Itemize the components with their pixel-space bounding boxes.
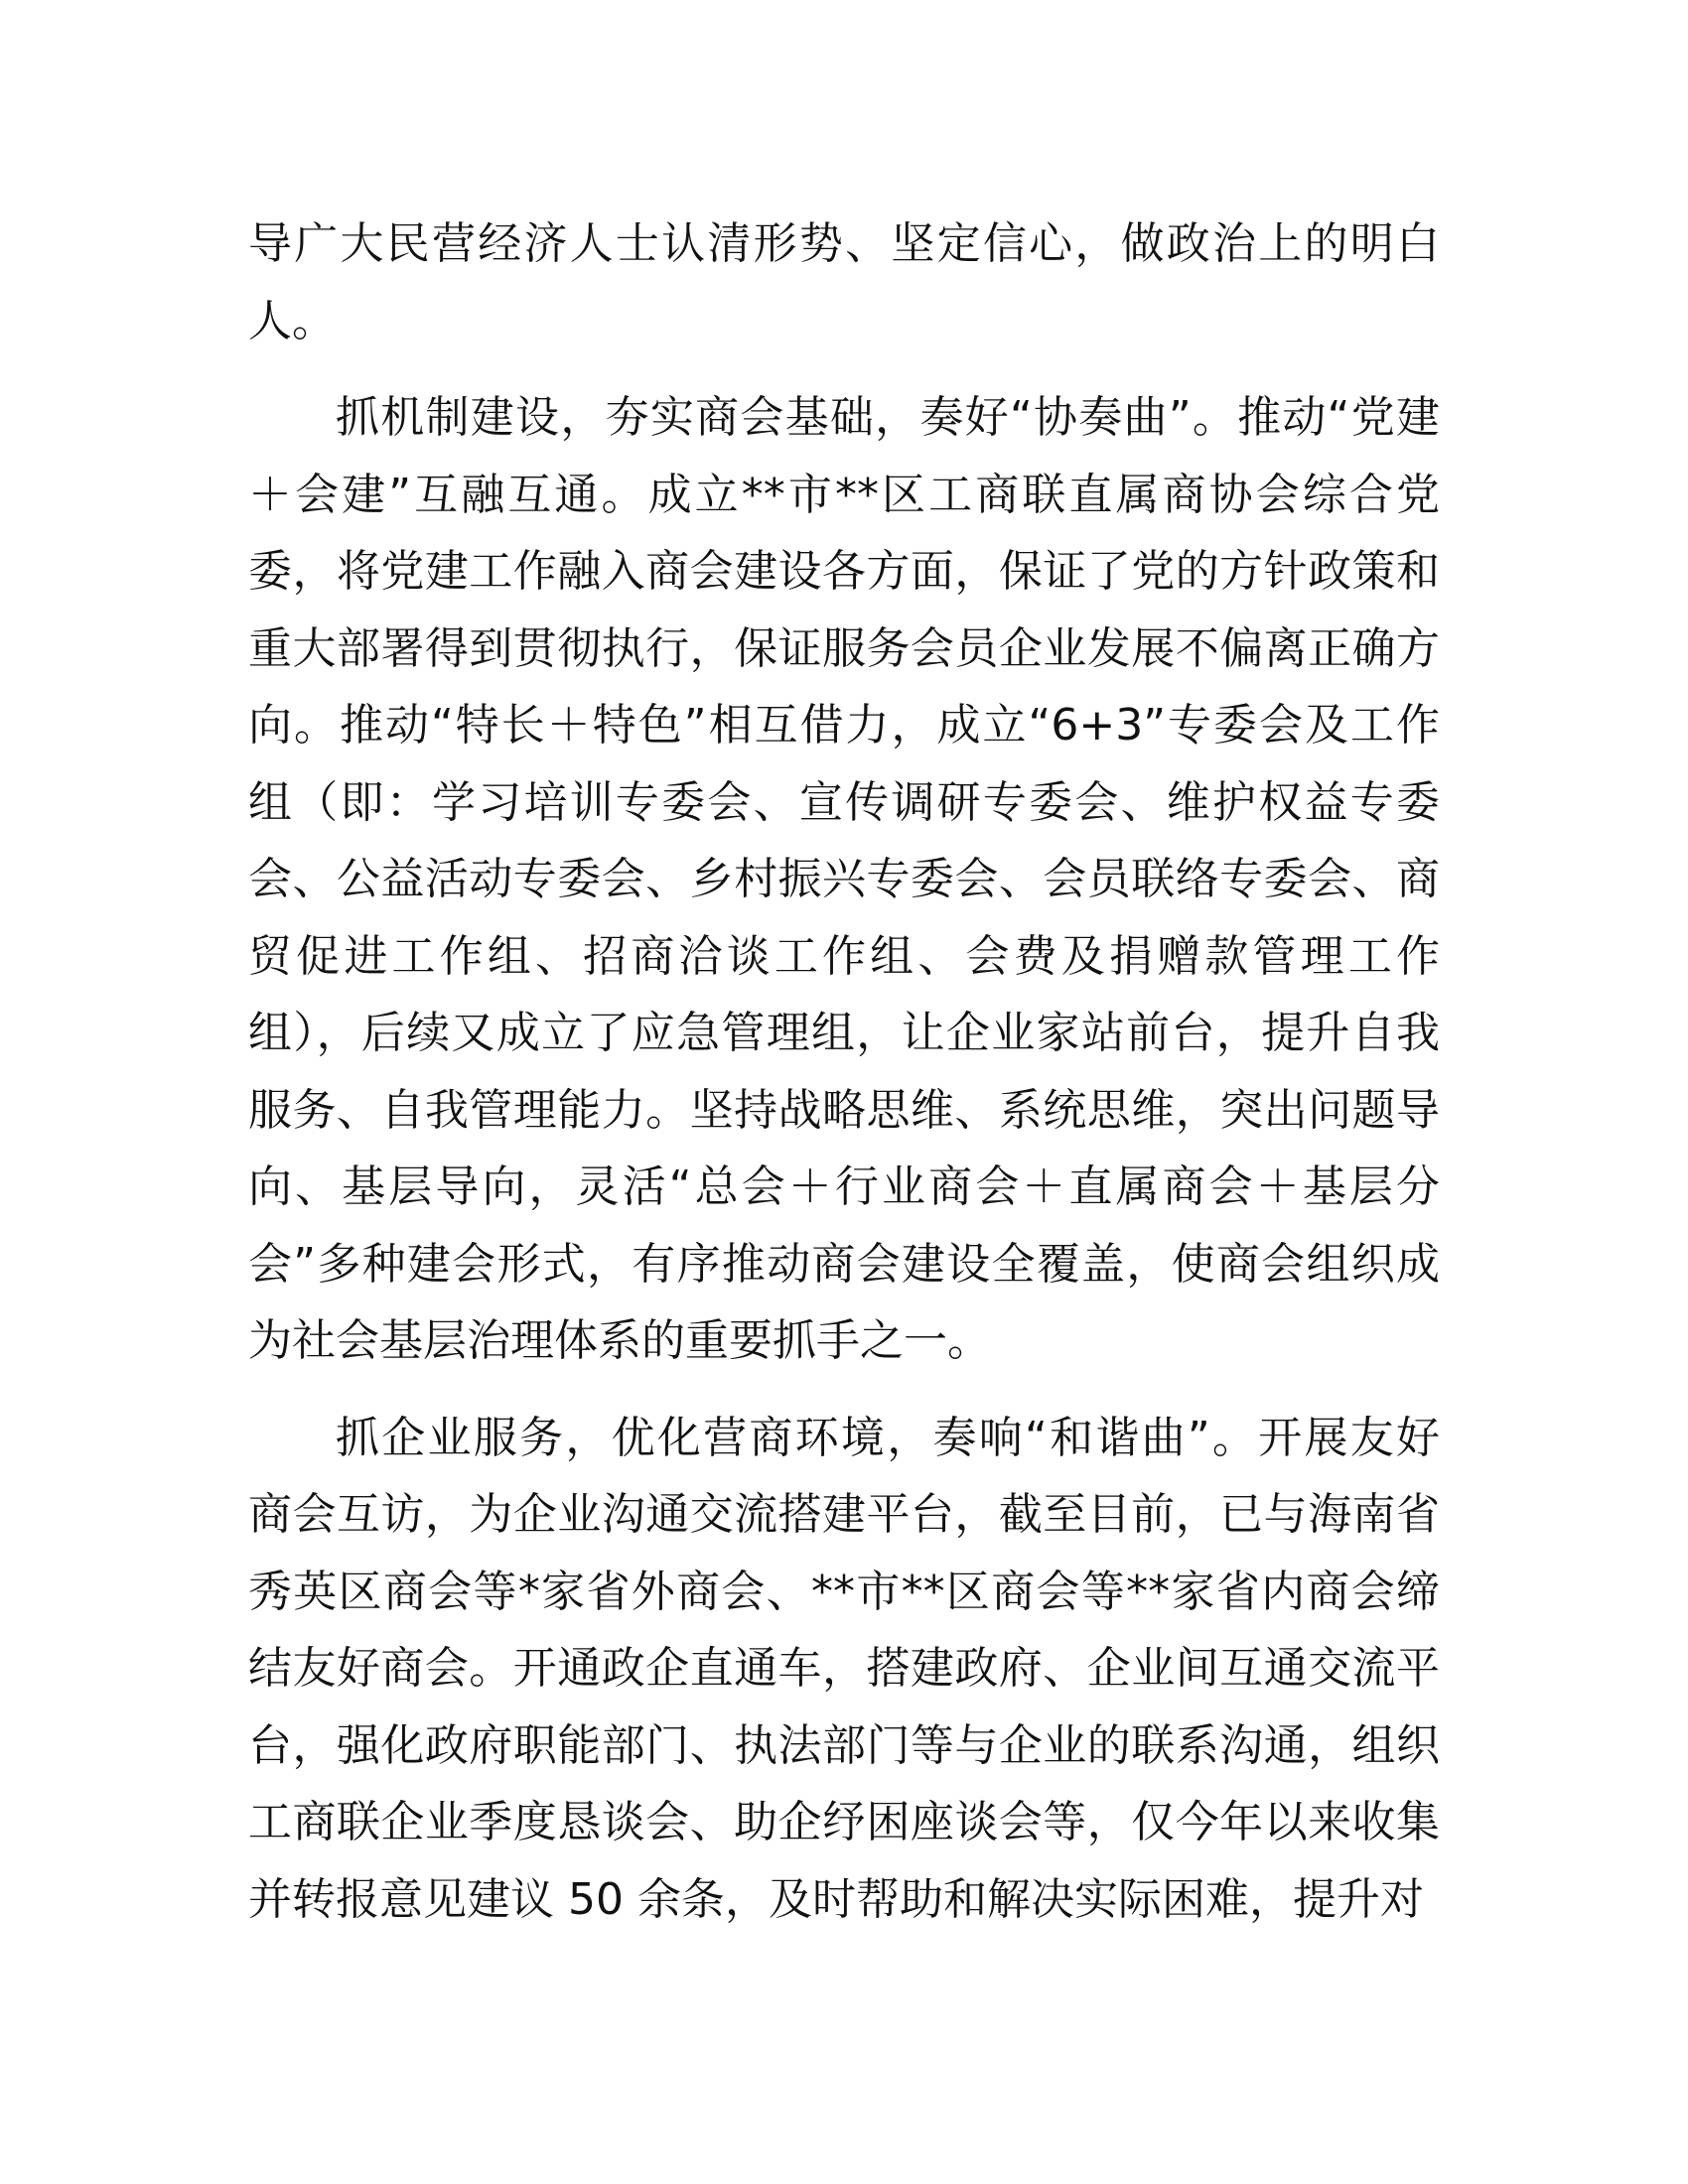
text-line: 服务、自我管理能力。坚持战略思维、系统思维，突出问题导	[248, 1084, 1440, 1136]
paragraph-2	[248, 379, 1440, 1380]
text-line: 人。	[248, 295, 336, 346]
text-line: 会”多种建会形式，有序推动商会建设全覆盖，使商会组织成	[248, 1238, 1440, 1290]
text-line: 向。推动“特长＋特色”相互借力，成立“6+3”专委会及工作	[248, 700, 1440, 751]
text-line: 工商联企业季度恳谈会、助企纾困座谈会等，仅今年以来收集	[248, 1797, 1440, 1847]
text-line: 贸促进工作组、招商洽谈工作组、会费及捐赠款管理工作	[248, 930, 1440, 982]
text-line: 抓企业服务，优化营商环境，奏响“和谐曲”。开展友好	[336, 1412, 1440, 1463]
text-line: 台，强化政府职能部门、执法部门等与企业的联系沟通，组织	[248, 1719, 1440, 1771]
paragraph-gap	[248, 1380, 1440, 1400]
document-body	[248, 205, 1440, 1938]
text-line: 秀英区商会等*家省外商会、**市**区商会等**家省内商会缔	[248, 1566, 1440, 1617]
paragraph-1	[248, 205, 1440, 359]
text-line: 导广大民营经济人士认清形势、坚定信心，做政治上的明白	[248, 218, 1440, 269]
paragraph-3	[248, 1400, 1440, 1939]
paragraph-gap	[248, 359, 1440, 379]
text-line: 组（即：学习培训专委会、宣传调研专委会、维护权益专委	[248, 776, 1440, 828]
text-line: 委，将党建工作融入商会建设各方面，保证了党的方针政策和	[248, 546, 1440, 597]
text-line: 并转报意见建议 50 余条，及时帮助和解决实际困难，提升对	[248, 1873, 1424, 1925]
text-line: 向、基层导向，灵活“总会＋行业商会＋直属商会＋基层分	[248, 1161, 1440, 1212]
text-line: 会、公益活动专委会、乡村振兴专委会、会员联络专委会、商	[248, 854, 1440, 904]
text-line: 组），后续又成立了应急管理组，让企业家站前台，提升自我	[248, 1008, 1440, 1058]
text-line: 抓机制建设，夯实商会基础，奏好“协奏曲”。推动“党建	[336, 392, 1440, 443]
text-line: 结友好商会。开通政企直通车，搭建政府、企业间互通交流平	[248, 1643, 1440, 1694]
text-line: ＋会建”互融互通。成立**市**区工商联直属商协会综合党	[248, 469, 1440, 520]
text-line: 商会互访，为企业沟通交流搭建平台，截至目前，已与海南省	[248, 1489, 1440, 1540]
text-line: 为社会基层治理体系的重要抓手之一。	[248, 1315, 991, 1366]
text-line: 重大部署得到贯彻执行，保证服务会员企业发展不偏离正确方	[248, 622, 1440, 674]
